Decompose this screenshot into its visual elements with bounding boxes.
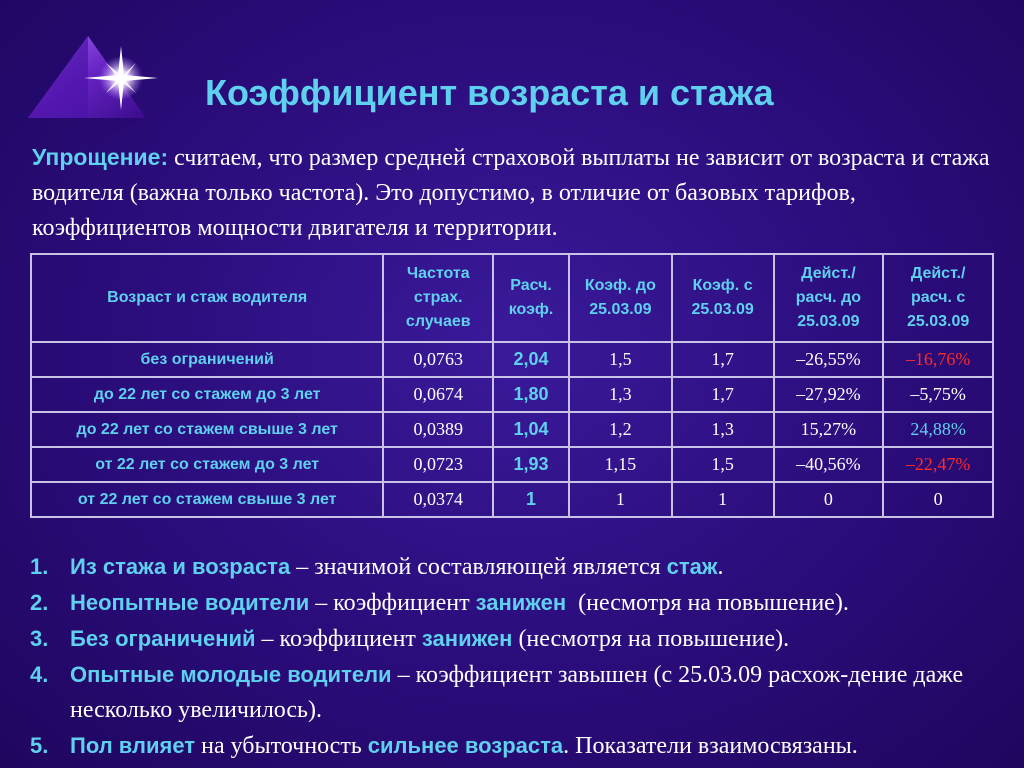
cell-coef-after: 1 — [672, 482, 774, 517]
cell-coef-before: 1,15 — [569, 447, 672, 482]
item-plain: – значимой составляющей является — [290, 554, 667, 580]
cell-ratio-before: 0 — [774, 482, 884, 517]
intro-paragraph — [32, 140, 992, 246]
item-highlight: Без ограничений — [70, 626, 256, 651]
item-highlight: Из стажа и возраста — [70, 554, 291, 579]
cell-ratio-after: –5,75% — [883, 377, 993, 412]
list-item — [30, 621, 1015, 657]
item-text — [70, 585, 1015, 621]
item-highlight: Опытные молодые водители — [70, 662, 392, 687]
list-item — [30, 728, 1015, 764]
item-number: 1. — [30, 554, 49, 579]
table-header-row — [31, 254, 993, 342]
cell-ratio-before: –27,92% — [774, 377, 884, 412]
item-text — [70, 621, 1015, 657]
cell-ratio-after: –22,47% — [883, 447, 993, 482]
cell-ratio-before: –26,55% — [774, 342, 884, 377]
row-label: от 22 лет со стажем свыше 3 лет — [31, 482, 383, 517]
item-plain: – коэффициент — [309, 590, 476, 616]
intro-text: считаем, что размер средней страховой выплаты не зависит от возраста и стажа водителя (важна только частота). Это допустимо, в отличие от базовых тарифов, коэффициентов мощности двигателя и территории. — [32, 145, 990, 241]
item-plain: – коэффициент — [255, 626, 422, 652]
cell-ratio-before: –40,56% — [774, 447, 884, 482]
page-title: Коэффициент возраста и стажа — [205, 72, 774, 113]
cell-coef-before: 1,5 — [569, 342, 672, 377]
item-text — [70, 549, 1015, 585]
cell-frequency: 0,0763 — [383, 342, 493, 377]
item-plain: – коэффициент завышен (с 25.03.09 расхож-дение даже несколько увеличилось). — [70, 662, 964, 723]
cell-coef-after: 1,3 — [672, 412, 774, 447]
cell-coef-before: 1 — [569, 482, 672, 517]
cell-calc-coef: 1,80 — [493, 377, 569, 412]
star-sparkle-icon — [18, 28, 168, 148]
cell-calc-coef: 1,04 — [493, 412, 569, 447]
cell-coef-before: 1,3 — [569, 377, 672, 412]
item-plain: (несмотря на повышение). — [566, 590, 849, 616]
item-plain: (несмотря на повышение). — [512, 626, 790, 652]
cell-coef-after: 1,7 — [672, 377, 774, 412]
item-highlight: занижен — [475, 590, 567, 615]
list-item — [30, 549, 1015, 585]
item-highlight: стаж — [666, 554, 718, 579]
cell-coef-after: 1,5 — [672, 447, 774, 482]
row-label: без ограничений — [31, 342, 383, 377]
item-plain: на убыточность — [195, 733, 368, 759]
cell-ratio-after: –16,76% — [883, 342, 993, 377]
cell-frequency: 0,0374 — [383, 482, 493, 517]
item-highlight: сильнее возраста — [367, 733, 564, 758]
item-number: 3. — [30, 626, 49, 651]
cell-frequency: 0,0723 — [383, 447, 493, 482]
item-text — [70, 657, 1015, 728]
header-age-experience: Возраст и стаж водителя — [31, 254, 383, 342]
item-plain: . — [717, 554, 724, 580]
coefficient-table — [30, 253, 994, 518]
item-highlight: Неопытные водители — [70, 590, 310, 615]
item-text — [70, 728, 1015, 764]
cell-frequency: 0,0389 — [383, 412, 493, 447]
header-calc-coef: Расч. коэф. — [493, 254, 569, 342]
cell-ratio-before: 15,27% — [774, 412, 884, 447]
item-number: 2. — [30, 590, 49, 615]
list-item — [30, 657, 1015, 728]
table-row — [31, 412, 993, 447]
header-coef-before: Коэф. до 25.03.09 — [569, 254, 672, 342]
item-number: 4. — [30, 662, 49, 687]
header-frequency: Частота страх. случаев — [383, 254, 493, 342]
table-row — [31, 342, 993, 377]
row-label: от 22 лет со стажем до 3 лет — [31, 447, 383, 482]
item-plain: . Показатели взаимосвязаны. — [563, 733, 858, 759]
header-coef-after: Коэф. с 25.03.09 — [672, 254, 774, 342]
row-label: до 22 лет со стажем свыше 3 лет — [31, 412, 383, 447]
item-number: 5. — [30, 733, 49, 758]
cell-coef-after: 1,7 — [672, 342, 774, 377]
header-ratio-after: Дейст./ расч. с 25.03.09 — [883, 254, 993, 342]
conclusions-list — [30, 549, 1015, 764]
cell-frequency: 0,0674 — [383, 377, 493, 412]
cell-coef-before: 1,2 — [569, 412, 672, 447]
table-row — [31, 447, 993, 482]
cell-calc-coef: 1,93 — [493, 447, 569, 482]
cell-calc-coef: 2,04 — [493, 342, 569, 377]
header-ratio-before: Дейст./ расч. до 25.03.09 — [774, 254, 884, 342]
row-label: до 22 лет со стажем до 3 лет — [31, 377, 383, 412]
intro-lead: Упрощение: — [32, 144, 169, 170]
list-item — [30, 585, 1015, 621]
cell-calc-coef: 1 — [493, 482, 569, 517]
table-row — [31, 482, 993, 517]
cell-ratio-after: 24,88% — [883, 412, 993, 447]
item-highlight: занижен — [421, 626, 513, 651]
cell-ratio-after: 0 — [883, 482, 993, 517]
item-highlight: Пол влияет — [70, 733, 196, 758]
table-row — [31, 377, 993, 412]
